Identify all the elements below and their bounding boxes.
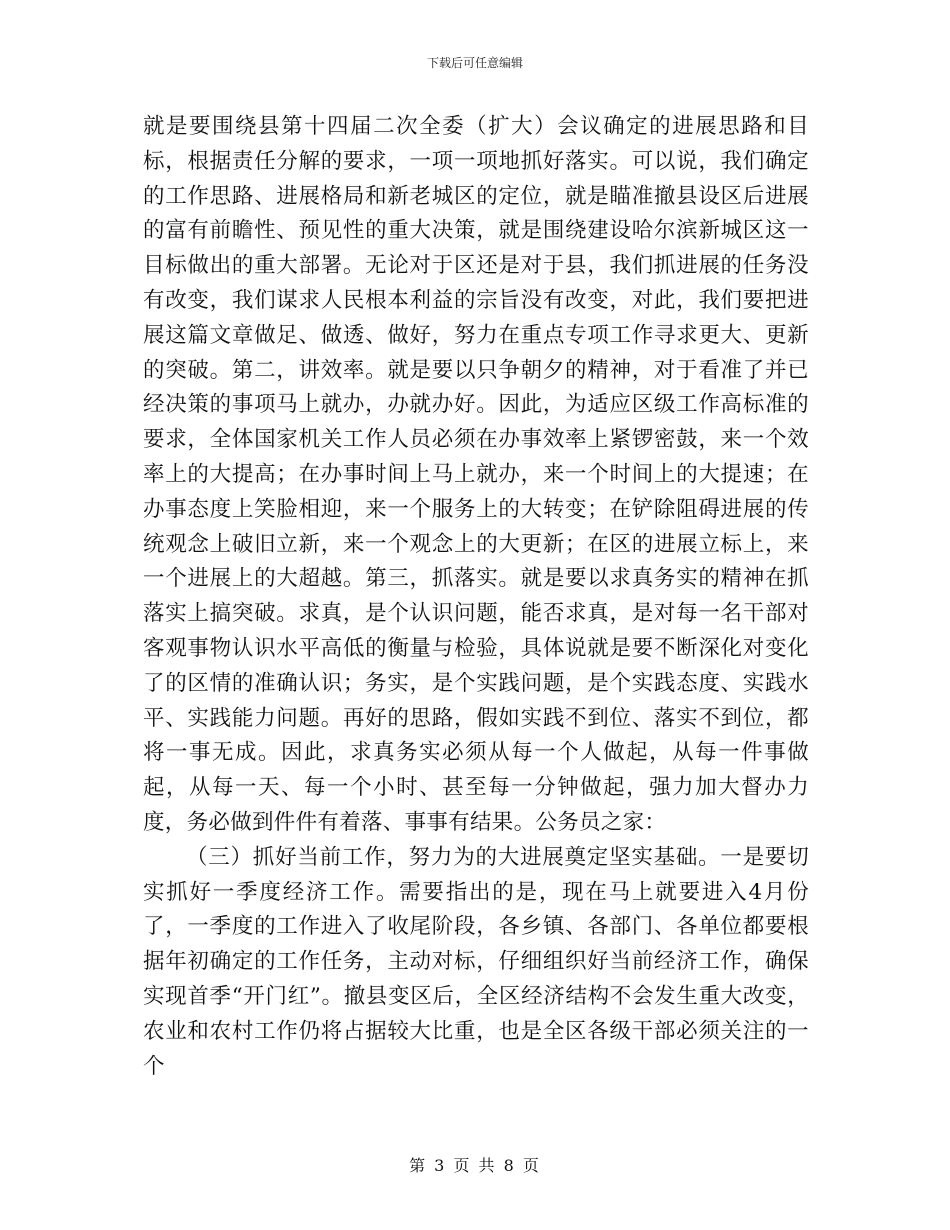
paragraph-1: 就是要围绕县第十四届二次全委（扩大）会议确定的进展思路和目标，根据责任分解的要求，一项一项地抓好落实。可以说，我们确定的工作思路、进展格局和新老城区的定位，就是瞄准撤县设区后进展的富有前瞻性、预见性的重大决策，就是围绕建设哈尔滨新城区这一目标做出的重大部署。无论对于区还是对于县，我们抓进展的任务没有改变，我们谋求人民根本利益的宗旨没有改变，对此，我们要把进展这篇文章做足、做透、做好，努力在重点专项工作寻求更大、更新的突破。第二，讲效率。就是要以只争朝夕的精神，对于看准了并已经决策的事项马上就办，办就办好。因此，为适应区级工作高标准的要求，全体国家机关工作人员必须在办事效率上紧锣密鼓，来一个效率上的大提高；在办事时间上马上就办，来一个时间上的大提速；在办事态度上笑脸相迎，来一个服务上的大转变；在铲除阻碍进展的传统观念上破旧立新，来一个观念上的大更新；在区的进展立标上，来一个进展上的大超越。第三，抓落实。就是要以求真务实的精神在抓落实上搞突破。求真，是个认识问题，能否求真，是对每一名干部对客观事物认识水平高低的衡量与检验，具体说就是要不断深化对变化了的区情的准确认识；务实，是个实践问题，是个实践态度、实践水平、实践能力问题。再好的思路，假如实践不到位、落实不到位，都将一事无成。因此，求真务实必须从每一个人做起，从每一件事做起，从每一天、每一个小时、甚至每一分钟做起，强力加大督办力度，务必做到件件有着落、事事有结果。公务员之家： [143,114,809,835]
footer-suffix: 页 [522,1156,541,1175]
footer-prefix: 第 [409,1156,428,1175]
footer-total-pages: 8 [503,1156,516,1175]
document-body [143,110,809,1084]
footer-current-page: 3 [434,1156,447,1175]
page-header-note: 下载后可任意编辑 [426,56,523,70]
footer-middle: 页 共 [453,1156,497,1175]
paragraph-2: （三）抓好当前工作，努力为的大进展奠定坚实基础。一是要切实抓好一季度经济工作。需要指出的是，现在马上就要进入4月份了，一季度的工作进入了收尾阶段，各乡镇、各部门、各单位都要根据年初确定的工作任务，主动对标，仔细组织好当前经济工作，确保实现首季“开门红”。撤县变区后，全区经济结构不会发生重大改变，农业和农村工作仍将占据较大比重，也是全区各级干部必须关注的一个 [143,844,809,1079]
page-footer [0,1153,950,1176]
